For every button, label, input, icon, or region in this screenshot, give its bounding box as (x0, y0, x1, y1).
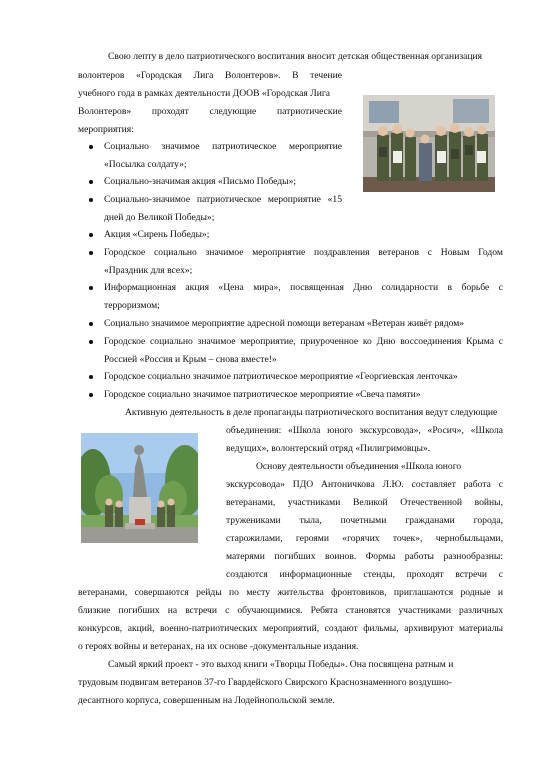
intro-line-3: учебного года в рамках деятельности ДООВ «Городская Лига (78, 88, 331, 99)
event-5-line-2: «Праздник для всех»; (104, 265, 193, 276)
event-bullet-4 (89, 233, 93, 237)
event-bullet-3 (89, 198, 93, 202)
para3-line-1: Основу деятельности объединения «Школа юного (256, 461, 462, 472)
event-bullet-5 (89, 251, 93, 255)
event-bullet-2 (89, 180, 93, 184)
para3-line-4: тружениками тыла, почетными гражданами города, (226, 515, 503, 526)
event-3-line-2: дней до Великой Победы»; (104, 212, 215, 223)
memorial-monument-photo (81, 433, 198, 543)
event-bullet-6 (89, 286, 93, 290)
para2-line-2: объединения: «Школа юного экскурсовода», «Росич», «Школа (226, 425, 503, 436)
event-7-line-1: Социально значимое мероприятие адресной помощи ветеранам «Ветеран живёт рядом» (104, 318, 465, 329)
event-bullet-1 (89, 145, 93, 149)
intro-line-4: Волонтеров» проходят следующие патриотические (78, 106, 342, 117)
event-bullet-10 (89, 393, 93, 397)
event-8-line-1: Городское социально значимое мероприятие, приуроченное ко Дню воссоединения Крыма с (104, 336, 503, 347)
para3-line-7: создаются информационные стенды, проходят встречи с (226, 569, 503, 580)
para4-line-1: Самый яркий проект - это выход книги «Творцы Победы». Она посвящена ратным и (108, 659, 454, 670)
event-8-line-2: Россией «Россия и Крым – снова вместе!» (104, 354, 277, 365)
para3-line-8: ветеранами, совершаются рейды по месту жительства фронтовиков, приглашаются родные и (78, 587, 503, 598)
para2-line-3: ведущих», волонтерский отряд «Пилигримовцы». (226, 443, 431, 454)
para4-line-3: десантного корпуса, совершенным на Лодейнопольской земле. (78, 695, 335, 706)
para3-line-11: о героях войны и ветеранах, на их основе -документальные издания. (78, 641, 359, 652)
para2-line-1: Активную деятельность в деле пропаганды патриотического воспитания ведут следующие (125, 407, 498, 418)
para4-line-2: трудовым подвигам ветеранов 37-го Гвардейского Свирского Краснознаменного воздушно- (78, 677, 452, 688)
event-6-line-1: Информационная акция «Цена мира», посвященная Дню солидарности в борьбе с (104, 282, 503, 293)
para3-line-9: близкие погибших на встречи с обучающимися. Ребята становятся участниками различных (78, 605, 503, 616)
event-bullet-8 (89, 340, 93, 344)
event-3-line-1: Социально-значимое патриотическое мероприятие «15 (104, 194, 342, 205)
event-10-line-1: Городское социально значимое патриотическое мероприятие «Свеча памяти» (104, 389, 421, 400)
intro-line-5: мероприятия: (78, 124, 134, 135)
event-2-line-1: Социально-значимая акция «Письмо Победы»; (104, 176, 297, 187)
intro-line-1: Свою лепту в дело патриотического воспитания вносит детская общественная организация (108, 51, 483, 62)
para3-line-3: ветеранами, участниками Великой Отечественной войны, (226, 497, 503, 508)
volunteers-group-photo (363, 95, 495, 192)
event-bullet-7 (89, 322, 93, 326)
para3-line-6: матерями погибших воинов. Формы работы разнообразны: (226, 551, 503, 562)
event-1-line-2: «Посылка солдату»; (104, 159, 187, 170)
para3-line-10: конкурсов, акций, военно-патриотических мероприятий, создают фильмы, архивируют материалы (78, 623, 503, 634)
para3-line-2: экскурсовода» ПДО Антоничкова Л.Ю. составляет работа с (226, 479, 503, 490)
event-9-line-1: Городское социально значимое патриотическое мероприятие «Георгиевская ленточка» (104, 371, 458, 382)
para3-line-5: старожилами, героями «горячих точек», чернобыльцами, (226, 533, 503, 544)
intro-line-2: волонтеров «Городская Лига Волонтеров». В течение (78, 70, 342, 81)
event-6-line-2: терроризмом; (104, 300, 160, 311)
event-bullet-9 (89, 375, 93, 379)
event-5-line-1: Городское социально значимое мероприятие поздравления ветеранов с Новым Годом (104, 247, 503, 258)
event-1-line-1: Социально значимое патриотическое мероприятие (104, 141, 342, 152)
event-4-line-1: Акция «Сирень Победы»; (104, 229, 210, 240)
